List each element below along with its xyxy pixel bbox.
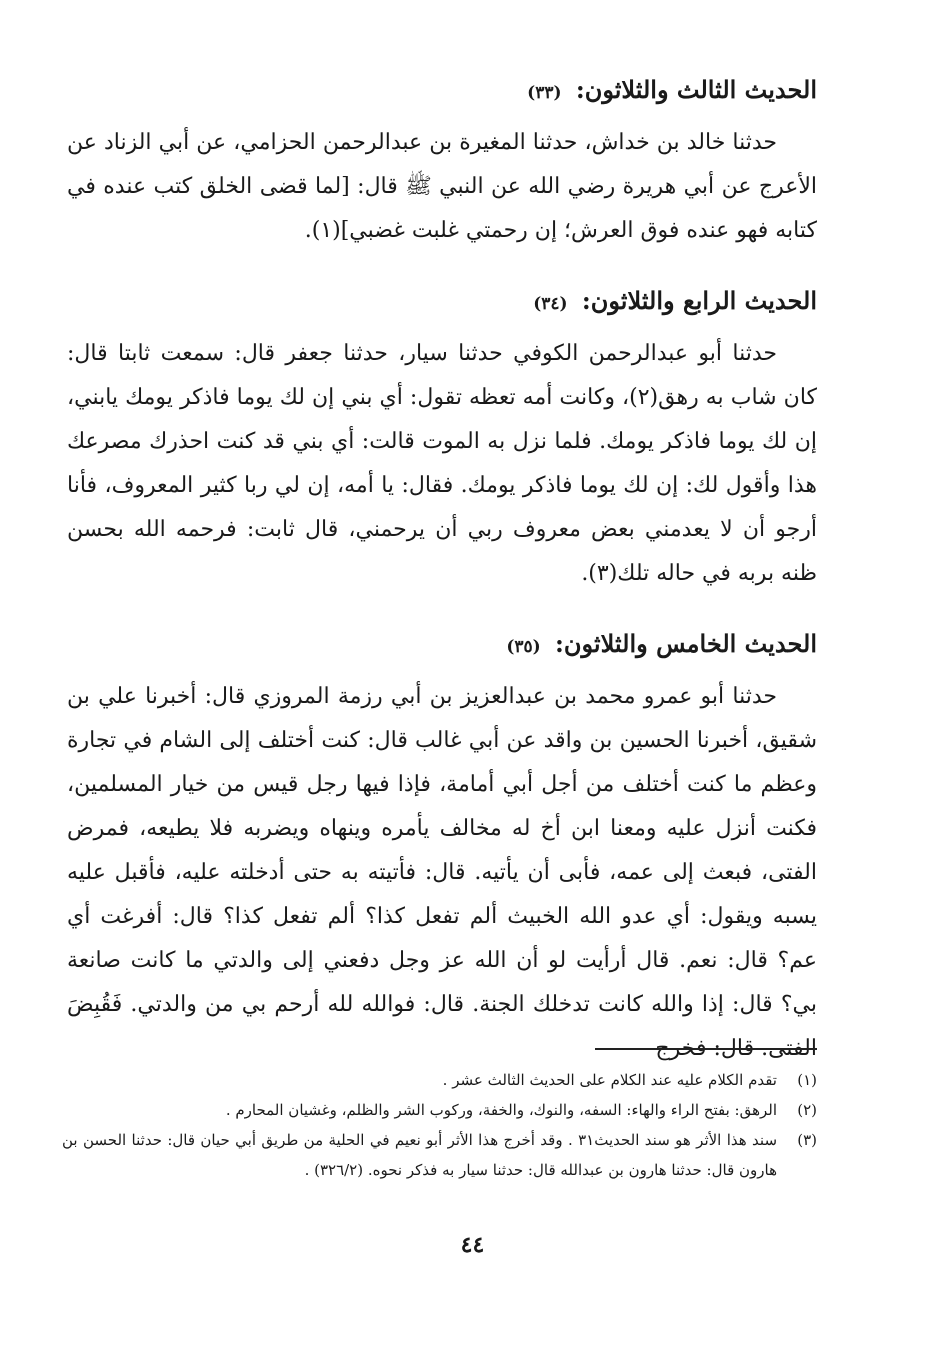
hadith-34-text: حدثنا أبو عبدالرحمن الكوفي حدثنا سيار، حدثنا جعفر قال: سمعت ثابتا قال: كان شاب به رهق(٢)، وكانت أمه تعظه تقول: أي بني إن لك يوما فاذكر يومك يابني، إن لك يوما فاذكر يومك. فلما نزل به الموت قالت: أي بني قد كنت احذرك مصرعك هذا وأقول لك: إن لك يوما فاذكر يومك. فقال: يا أمه، إن لي ربا كثير المعروف، فأنا أرجو أن لا يعدمني بعض معروف ربي أن يرحمني، قال ثابت: فرحمه الله بحسن ظنه بربه في حاله تلك(٣). <box>67 341 817 586</box>
page-content <box>67 70 817 1071</box>
hadith-35-text: حدثنا أبو عمرو محمد بن عبدالعزيز بن أبي رزمة المروزي قال: أخبرنا علي بن شقيق، أخبرنا الحسين بن واقد عن أبي غالب قال: كنت أختلف إلى الشام في تجارة وعظم ما كنت أختلف من أجل أبي أمامة، فإذا فيها رجل قيس من خيار المسلمين، فكنت أنزل عليه ومعنا ابن أخ له مخالف يأمره وينهاه ويضربه فلا يطيعه، فمرض الفتى، فبعث إلى عمه، فأبى أن يأتيه. قال: فأتيته به حتى أدخلته عليه، فأقبل عليه يسبه ويقول: أي عدو الله الخبيث ألم تفعل كذا؟ ألم تفعل كذا؟ قال: أفرغت أي عم؟ قال: نعم. قال أرأيت لو أن الله عز وجل دفعني إلى والدتي ما كانت صانعة بي؟ قال: إذا والله كانت تدخلك الجنة. قال: فوالله لله أرحم بي من والدتي. فَقُبِضَ الفتى. قال: فخرج <box>67 684 817 1061</box>
hadith-33-title: الحديث الثالث والثلاثون: <box>575 75 817 104</box>
hadith-35-heading <box>67 624 817 667</box>
hadith-33-text: حدثنا خالد بن خداش، حدثنا المغيرة بن عبدالرحمن الحزامي، عن أبي الزناد عن الأعرج عن أبي هريرة رضي الله عن النبي ﷺ قال: [لما قضى الخلق كتب عنده في كتابه فهو عنده فوق العرش؛ إن رحمتي غلبت غضبي](١). <box>67 130 817 243</box>
hadith-34-title: الحديث الرابع والثلاثون: <box>581 286 817 315</box>
footnote-1-number: (١) <box>797 1071 817 1089</box>
footnote-2-number: (٢) <box>797 1101 817 1119</box>
hadith-34-section <box>67 281 817 596</box>
footnote-2-text: الرهق: بفتح الراء والهاء: السفه، والنوك، والخفة، وركوب الشر والظلم، وغشيان المحارم . <box>225 1101 777 1119</box>
page-number: ٤٤ <box>460 1232 485 1258</box>
footnotes <box>62 1065 817 1185</box>
hadith-35-title: الحديث الخامس والثلاثون: <box>555 629 817 658</box>
footnote-3-text: سند هذا الأثر هو سند الحديث٣١ . وقد أخرج هذا الأثر أبو نعيم في الحلية من طريق أبي حيان قال: حدثنا الحسن بن هارون قال: حدثنا هارون بن عبدالله قال: حدثنا سيار به فذكر نحوه. (٣٢٦/٢) . <box>62 1131 778 1179</box>
footnote-3 <box>62 1125 817 1185</box>
footnote-1 <box>62 1065 817 1095</box>
hadith-35-section <box>67 624 817 1071</box>
footnote-3-number: (٣) <box>797 1131 817 1149</box>
hadith-33-number: (٣٣) <box>527 83 562 103</box>
hadith-33-section <box>67 70 817 253</box>
hadith-34-number: (٣٤) <box>533 294 568 314</box>
footnote-2 <box>62 1095 817 1125</box>
footnote-1-text: تقدم الكلام عليه عند الكلام على الحديث الثالث عشر . <box>442 1071 777 1089</box>
hadith-33-heading <box>67 70 817 113</box>
hadith-34-heading <box>67 281 817 324</box>
footnote-divider <box>595 1048 817 1050</box>
hadith-35-number: (٣٥) <box>506 637 541 657</box>
